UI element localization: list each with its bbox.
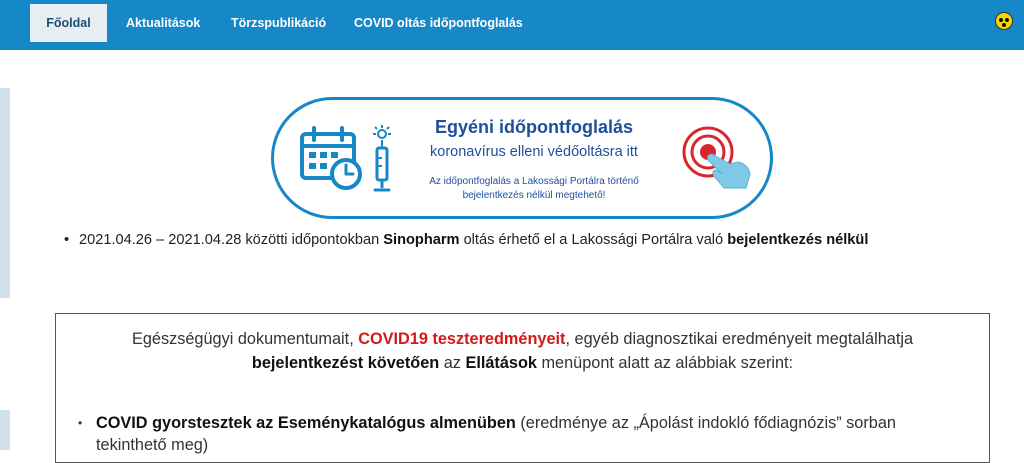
nav-tab-home[interactable]: Főoldal (30, 4, 107, 42)
info-line-2 (56, 354, 989, 373)
notice-text-1: 2021.04.26 – 2021.04.28 közötti időpontokban (79, 232, 384, 248)
bullet-dot: • (64, 232, 70, 248)
accessibility-eye-icon[interactable] (995, 12, 1013, 30)
info-text-4: menüpont alatt az alábbiak szerint: (536, 354, 794, 372)
banner-note-line2: bejelentkezés nélkül megtehető! (462, 190, 606, 201)
vaccine-syringe-icon (368, 124, 396, 196)
calendar-clock-icon (296, 122, 368, 194)
rapid-test-note: (eredménye az „Ápolást indokló fődiagnózis” sorban tekinthető meg) (96, 414, 896, 454)
banner-note (394, 175, 674, 203)
info-text-2: , egyéb diagnosztikai eredményeit megtalálhatja (565, 330, 914, 348)
info-line-1 (56, 330, 989, 349)
nav-tab-covid-booking[interactable]: COVID oltás időpontfoglalás (354, 16, 523, 30)
notice-no-login: bejelentkezés nélkül (727, 232, 869, 248)
tap-target-icon (678, 124, 758, 194)
left-decorative-strip-lower (0, 410, 10, 450)
info-after-login: bejelentkezést követően (251, 354, 440, 372)
banner-subtitle: koronavírus elleni védőoltásra itt (430, 144, 638, 160)
results-info-box (55, 313, 990, 463)
banner-note-line1: Az időpontfoglalás a Lakossági Portálra történő (429, 176, 639, 187)
left-decorative-strip (0, 88, 10, 298)
nav-tab-news[interactable]: Aktualitások (126, 16, 201, 30)
booking-banner[interactable] (271, 97, 773, 219)
banner-title: Egyéni időpontfoglalás (434, 117, 633, 137)
info-menu-name: Ellátások (465, 354, 537, 372)
notice-vaccine-name: Sinopharm (383, 232, 460, 248)
nav-tab-publications[interactable]: Törzspublikáció (231, 16, 327, 30)
info-text-1: Egészségügyi dokumentumait, (131, 330, 359, 348)
info-text-3: az (439, 354, 466, 372)
notice-text-2: oltás érhető el a Lakossági Portálra való (459, 232, 728, 248)
bullet-dot: • (78, 416, 83, 430)
top-navigation-bar (0, 0, 1024, 50)
covid-results-highlight: COVID19 teszteredményeit (358, 330, 566, 348)
rapid-test-location: COVID gyorstesztek az Eseménykatalógus almenüben (96, 414, 516, 432)
